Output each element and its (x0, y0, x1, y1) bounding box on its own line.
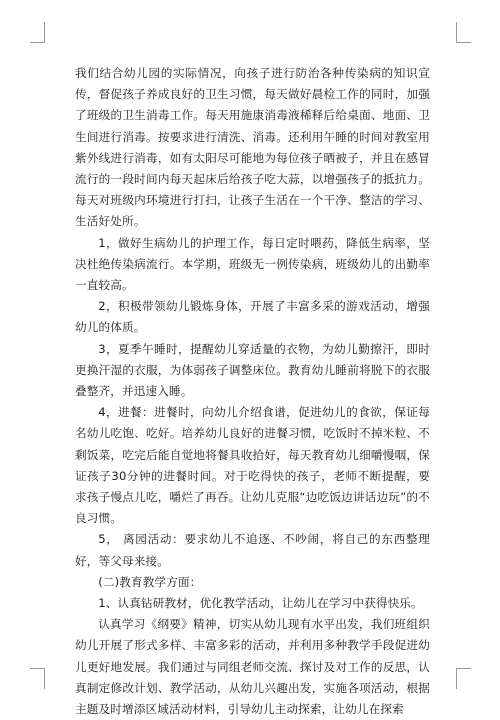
paragraph-item-3: 3，夏季午睡时，提醒幼儿穿适量的衣物，为幼儿勤擦汗，即时更换汗湿的衣服，为体弱孩子调整床位。教育幼儿睡前将脱下的衣服叠整齐，并迅速入睡。 (75, 341, 430, 399)
crop-mark-bottom-left (30, 668, 45, 689)
section-heading-education: (二)教育教学方面： (98, 574, 202, 589)
paragraph-item-4: 4，进餐：进餐时，向幼儿介绍食谱，促进幼儿的食欲，保证每名幼儿吃饱、吃好。培养幼儿良好的进餐习惯，吃饭时不掉米粒、不剩饭菜，吃完后能自觉地将餐具收拾好，每天教育幼儿细嚼慢咽，保证孩子30分钟的进餐时间。对于吃得快的孩子，老师不断提醒，要求孩子慢点儿吃，嚼烂了再吞。让幼儿克服“边吃饭边讲话边玩”的不良习惯。 (75, 405, 430, 526)
crop-mark-bottom-right (456, 668, 471, 689)
crop-mark-top-left (30, 22, 45, 43)
paragraph-item-5: 5， 离园活动：要求幼儿不追逐、不吵闹，将自己的东西整理好，等父母来接。 (75, 532, 430, 568)
paragraph-education-detail: 认真学习《纲要》精神，切实从幼儿现有水平出发，我们班组织幼儿开展了形式多样、丰富多彩的活动，并利用多种教学手段促进幼儿更好地发展。我们通过与同组老师交流、探讨及对工作的反思，认真制定修改计划、教学活动，从幼儿兴趣出发，实施各项活动，根据主题及时增添区域活动材料，引导幼儿主动探索，让幼儿在探索 (75, 617, 430, 717)
document-body (75, 63, 430, 720)
paragraph-item-1: 1，做好生病幼儿的护理工作，每日定时喂药，降低生病率，坚决杜绝传染病流行。本学期，班级无一例传染病，班级幼儿的出勤率一直较高。 (75, 235, 430, 293)
paragraph-hygiene: 我们结合幼儿园的实际情况，向孩子进行防治各种传染病的知识宣传，督促孩子养成良好的卫生习惯，每天做好晨检工作的同时，加强了班级的卫生消毒工作。每天用施康消毒液稀释后给桌面、地面、卫生间进行消毒。按要求进行清洗、消毒。还利用午睡的时间对教室用紫外线进行消毒，如有太阳尽可能地为每位孩子晒被子，并且在感冒流行的一段时间内每天起床后给孩子吃大蒜，以增强孩子的抵抗力。每天对班级内环境进行打扫，让孩子生活在一个干净、整洁的学习、生活好处所。 (75, 66, 430, 229)
paragraph-education-1: 1、认真钻研教材，优化教学活动，让幼儿在学习中获得快乐。 (98, 596, 423, 611)
paragraph-item-2: 2，积极带领幼儿锻炼身体，开展了丰富多采的游戏活动，增强幼儿的体质。 (75, 299, 430, 335)
crop-mark-top-right (456, 22, 471, 43)
